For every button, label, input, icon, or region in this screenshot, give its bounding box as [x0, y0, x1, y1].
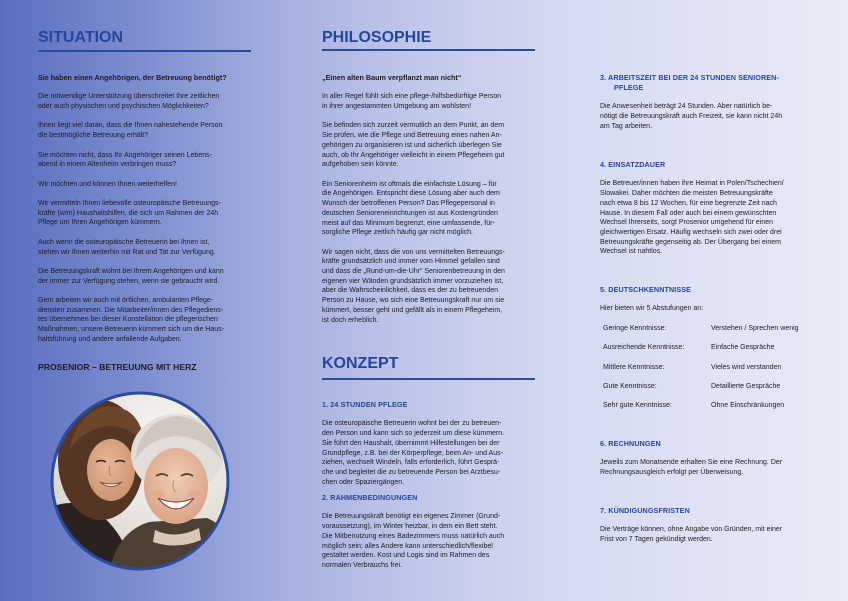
konzept-section-deutschkenntnisse [600, 285, 822, 411]
level-description: Vieles wird verstanden [711, 363, 782, 371]
section-text: Die Betreuer/innen haben ihre Heimat in Polen/Tschechien/ Slowakei. Daher möchten die meisten Betreuungskräfte nach etwa 8 bis 12 Wochen, für eine begrenzte Zeit nach Hause. In diesem Fall oder auch bei einem gewünschten Wechsel Ihrerseits, sorgt Prosenior umgehend für einen gleichwertigen Ersatz. Häufig wechseln sich zwei oder drei Betreuungskräfte gegenseitig ab. Der Übergang bei einem Wechsel ist nahtlos. [600, 180, 784, 256]
konzept-section-einsatzdauer [600, 160, 822, 267]
level-description: Verstehen / Sprechen wenig [711, 324, 799, 332]
heading-situation: SITUATION [38, 29, 124, 46]
heading-rule-philosophie [322, 49, 535, 51]
section-title: 4. EINSATZDAUER [600, 160, 666, 169]
situation-paragraph: Wir vermitteln Ihnen liebevolle osteuropäische Betreuungs- kräfte (w/m) Haushaltshilfen, die sich um Rahmen der 24h Pflege um Ihren Angehörigen kümmern. [38, 200, 221, 227]
section-title: 6. RECHNUNGEN [600, 439, 661, 448]
section-title: 5. DEUTSCHKENNTNISSE [600, 285, 692, 294]
section-text: Die osteuropäische Betreuerin wohnt bei der zu betreuen- den Person und kann sich so jederzeit um diese kümmern. Sie führt den Haushalt, übernimmt Hilfestellungen bei der Grundpflege, z.B. bei der Körperpflege, beim An- und Aus- ziehen, wechselt Windeln, falls erforderlich, führt Gesprä- che und begleitet die zu betreuende Person bei Arztbesu- chen oder Spaziergängen. [322, 420, 505, 486]
section-title: 1. 24 STUNDEN PFLEGE [322, 400, 408, 409]
level-label: Geringe Kenntnisse: [603, 324, 667, 332]
section-text: Die Anwesenheit beträgt 24 Stunden. Aber natürlich be- nötigt die Betreuungskraft auch Freizeit, sie kann nicht 24h am Tag arbeiten. [600, 103, 783, 130]
situation-paragraph: Gern arbeiten wir auch mit örtlichen, ambulanten Pflege- diensten zusammen. Die Mitarbeiter/innen des Pflegediens- tes übernehmen bei dieser Konstellation die pflegerischen Maßnahmen, unsere Betreuerin kümmert sich um die Haus- haltsführung und andere anfallende Aufgaben. [38, 297, 224, 343]
brand-tagline: PROSENIOR – BETREUUNG MIT HERZ [38, 362, 197, 372]
philosophie-paragraph: Sie befinden sich zurzeit vermutlich an dem Punkt, an dem Sie prüfen, wie die Pflege und Betreuung eines nahen An- gehörigen zu organisieren ist und sicherlich überlegen Sie auch, ob Ihr Angehöriger vielleicht in einem Pflegeheim gut aufgehoben sein könnte. [322, 122, 505, 169]
section-title: 7. KÜNDIGUNGSFRISTEN [600, 506, 690, 515]
level-label: Mittlere Kenntnisse: [603, 363, 665, 371]
situation-paragraph: Ihnen liegt viel daran, dass die Ihnen nahestehende Person die bestmögliche Betreuung erhält? [38, 122, 223, 140]
section-intro: Hier bieten wir 5 Abstufungen an: [600, 305, 704, 313]
heading-rule-situation [38, 50, 251, 52]
situation-paragraph: Die Betreuungskraft wohnt bei Ihrem Angehörigen und kann der immer zur Verfügung stehen, wenn sie gebraucht wird. [38, 267, 224, 285]
philosophie-paragraph: Ein Seniorenheim ist oftmals die einfachste Lösung – für die Angehörigen. Entspricht diese Lösung aber auch dem Wunsch der betroffenen Person? Das Pflegepersonal in deutschen Senioreneinrichtungen ist aus Kostengründen meist auf das Minimum begrenzt, eine umfassende, für- sorgliche Pflege zeitlich häufig gar nicht möglich. [322, 180, 500, 237]
konzept-section-kuendigungsfristen [600, 506, 822, 554]
situation-paragraph: Auch wenn die osteuropäische Betreuerin bei Ihnen ist, stehen wir Ihnen weiterhin mit Rat und Tat zur Verfügung. [38, 238, 216, 256]
situation-text [38, 73, 260, 354]
philosophie-text [322, 73, 544, 335]
philosophie-paragraph: In aller Regel fühlt sich eine pflege-/hilfsbedürftige Person in ihrer angestammten Umgebung am wohlsten! [322, 93, 501, 111]
konzept-section-arbeitszeit [600, 73, 822, 141]
philosophie-paragraph: Wir sagen nicht, dass die von uns vermittelten Betreuungs- kräfte grundsätzlich und immer vom Himmel gefallen sind und dass die „Rund-um-die-Uhr“ Seniorenbetreuung in den eigenen vier Wänden grundsätzlich immer vorzuziehen ist, aber die Wahrscheinlichkeit, dass es der zu betreuenden Person zu Hause, wo sich eine Betreuungskraft nur um sie kümmert, besser geht und gefällt als in einem Pflegeheim, ist doch erheblich. [322, 248, 505, 324]
section-title: 3. ARBEITSZEIT BEI DER 24 STUNDEN SENIOREN- PFLEGE [600, 73, 779, 92]
section-text: Die Verträge können, ohne Angabe von Gründen, mit einer Frist von 7 Tagen gekündigt werden. [600, 526, 783, 544]
section-text: Jeweils zum Monatsende erhalten Sie eine Rechnung. Der Rechnungsausgleich erfolgt per Überweisung. [600, 459, 783, 477]
level-label: Sehr gute Kenntnisse: [603, 402, 672, 410]
level-label: Ausreichende Kenntnisse: [603, 344, 685, 352]
heading-philosophie: PHILOSOPHIE [322, 29, 432, 46]
situation-paragraph: Sie möchten nicht, dass Ihr Angehöriger seinen Lebens- abend in einem Altenheim verbringen muss? [38, 151, 212, 169]
level-label: Gute Kenntnisse: [603, 382, 657, 390]
level-description: Ohne Einschränkungen [711, 402, 785, 410]
heading-rule-konzept [322, 378, 535, 380]
section-text: Die Betreuungskraft benötigt ein eigenes Zimmer (Grund- voraussetzung), im Winter heizbar, in dem ein Bett steht. Die Mitbenutzung eines Badezimmers muss natürlich auch möglich sein; alles Andere kann unterschiedlich/flexibel gestaltet werden. Kost und Logis sind im Rahmen des normalen Verbrauchs frei. [322, 513, 505, 569]
situation-paragraph: Wir möchten und können Ihnen weiterhelfen! [38, 180, 177, 188]
level-description: Detaillierte Gespräche [711, 382, 781, 390]
konzept-section-24h-pflege [322, 400, 544, 497]
level-description: Einfache Gespräche [711, 344, 775, 352]
konzept-section-rahmenbedingungen [322, 493, 544, 580]
situation-question: Sie haben einen Angehörigen, der Betreuung benötigt? [38, 73, 227, 82]
philosophie-quote: „Einen alten Baum verpflanzt man nicht“ [322, 73, 462, 82]
language-levels-table [600, 324, 822, 411]
portrait-photo [49, 390, 231, 572]
konzept-section-rechnungen [600, 439, 822, 487]
heading-konzept: KONZEPT [322, 355, 399, 372]
situation-paragraph: Die notwendige Unterstützung überschreitet Ihre zeitlichen oder auch physischen und psychischen Möglichkeiten? [38, 93, 220, 111]
section-title: 2. RAHMENBEDINGUNGEN [322, 493, 418, 502]
